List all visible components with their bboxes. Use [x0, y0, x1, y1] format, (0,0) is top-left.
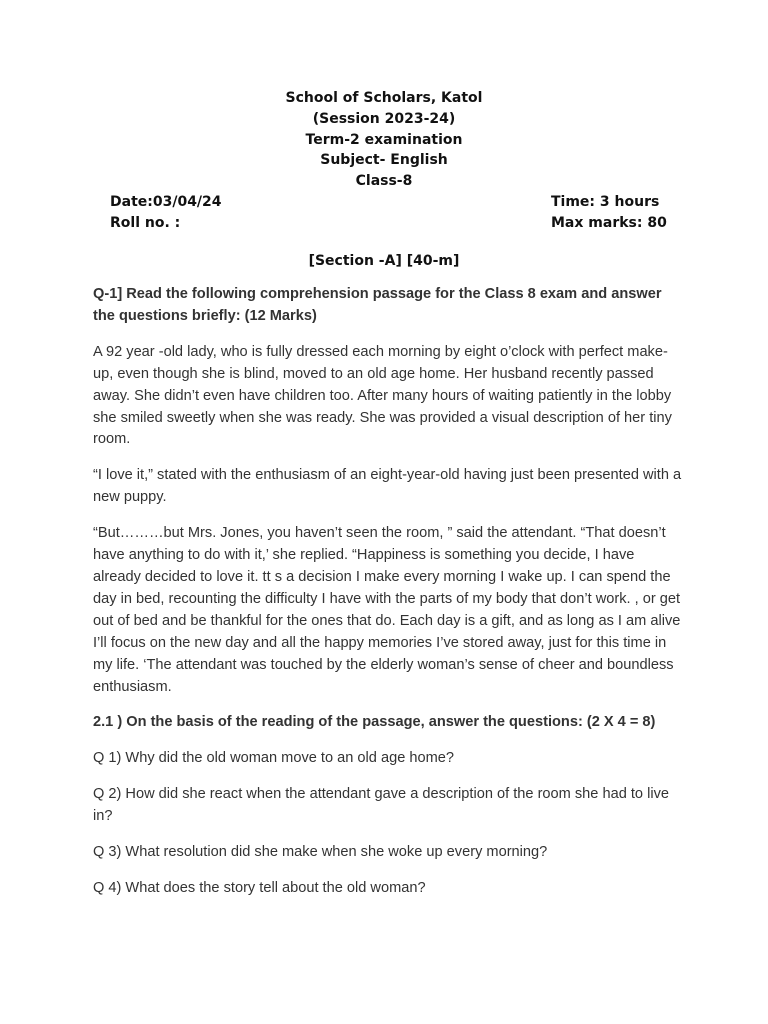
question-2-1-heading: 2.1 ) On the basis of the reading of the passage, answer the questions: (2 X 4 = 8)	[93, 714, 656, 731]
question-item: Q 1) Why did the old woman move to an old age home?	[93, 750, 454, 767]
session: (Session 2023-24)	[312, 110, 456, 127]
meta-left	[110, 192, 222, 234]
passage-paragraph: A 92 year -old lady, who is fully dressed each morning by eight o’clock with perfect make-up, even though she is blind, moved to an old age home. Her husband recently passed away. She didn’t even have children too. After many hours of waiting patiently in the lobby she smiled sweetly when she was ready. She was provided a visual description of her tiny room.	[93, 343, 672, 448]
exam-body	[93, 284, 683, 914]
section-title: [Section -A] [40-m]	[308, 253, 460, 269]
subject: Subject- English	[320, 152, 448, 169]
school-name: School of Scholars, Katol	[285, 90, 483, 106]
class-name: Class-8	[355, 173, 413, 190]
question-1-heading: Q-1] Read the following comprehension passage for the Class 8 exam and answer the questions briefly: (12 Marks)	[93, 286, 662, 324]
exam-date: Date:03/04/24	[110, 194, 222, 210]
exam-time: Time: 3 hours	[551, 194, 660, 210]
meta-right	[551, 192, 667, 234]
passage-paragraph: “I love it,” stated with the enthusiasm of an eight-year-old having just been presented with a new puppy.	[93, 467, 682, 506]
question-item: Q 3) What resolution did she make when she woke up every morning?	[93, 844, 548, 861]
exam-name: Term-2 examination	[305, 131, 463, 148]
question-item: Q 2) How did she react when the attendant gave a description of the room she had to live in?	[93, 786, 669, 825]
roll-number: Roll no. :	[110, 215, 181, 231]
max-marks: Max marks: 80	[551, 215, 667, 231]
question-item: Q 4) What does the story tell about the old woman?	[93, 879, 426, 896]
exam-header	[0, 88, 768, 192]
passage-paragraph: “But………but Mrs. Jones, you haven’t seen the room, ” said the attendant. “That doesn’t have anything to do with it,’ she replied. “Happiness is something you decide, I have already decided to love it. tt s a decision I make every morning I wake up. I can spend the day in bed, recounting the difficulty I have with the parts of my body that don’t work. , or get out of bed and be thankful for the ones that do. Each day is a gift, and as long as I am alive I’ll focus on the new day and all the happy memories I’ve stored away, just for this time in my life. ‘The attendant was touched by the elderly woman’s sense of cheer and boundless enthusiasm.	[93, 525, 681, 695]
